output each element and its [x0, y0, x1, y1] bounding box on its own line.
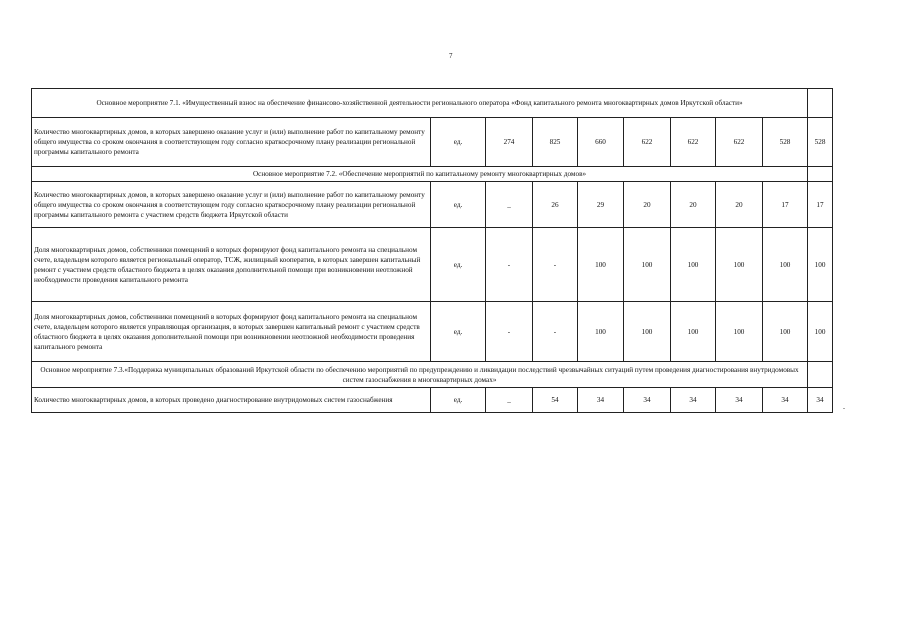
unit-cell: ед.	[431, 388, 486, 413]
value-cell: 100	[624, 228, 671, 302]
value-cell: 26	[533, 182, 578, 228]
indicator-description: Количество многоквартирных домов, в которых завершено оказание услуг и (или) выполнение работ по капитальному ремонту общего имущества со сроком окончания в соответствующем году согласно краткосрочному плану реализации региональной программы капитального ремонта с участием средств бюджета Иркутской области	[32, 182, 431, 228]
value-cell: 34	[624, 388, 671, 413]
value-cell: 100	[578, 302, 624, 362]
unit-cell: ед.	[431, 302, 486, 362]
value-cell: 100	[763, 302, 808, 362]
value-cell: 100	[808, 228, 833, 302]
section-row	[32, 362, 833, 388]
value-cell: 34	[671, 388, 716, 413]
value-cell: 100	[671, 302, 716, 362]
value-cell: 34	[763, 388, 808, 413]
value-cell: 622	[716, 118, 763, 167]
table-row	[32, 118, 833, 167]
unit-cell: ед.	[431, 228, 486, 302]
indicator-description: Количество многоквартирных домов, в которых завершено оказание услуг и (или) выполнение работ по капитальному ремонту общего имущества со сроком окончания в соответствующем году согласно краткосрочному плану реализации региональной программы капитального ремонта	[32, 118, 431, 167]
indicator-description: Доля многоквартирных домов, собственники помещений в которых формируют фонд капитального ремонта на специальном счете, владельцем которого является региональный оператор, ТСЖ, жилищный кооператив, в которых завершен капитальный ремонт с участием средств областного бюджета в целях оказания дополнительной помощи при возникновении неотложной необходимости проведения капитального ремонта	[32, 228, 431, 302]
value-cell: 20	[671, 182, 716, 228]
value-cell: 100	[716, 302, 763, 362]
value-cell: 34	[578, 388, 624, 413]
value-cell: 622	[671, 118, 716, 167]
value-cell: 100	[578, 228, 624, 302]
table-row	[32, 302, 833, 362]
value-cell: 34	[716, 388, 763, 413]
indicators-table	[31, 88, 833, 413]
value-cell: 100	[624, 302, 671, 362]
indicator-description: Количество многоквартирных домов, в которых проведено диагностирование внутридомовых систем газоснабжения	[32, 388, 431, 413]
value-cell: 660	[578, 118, 624, 167]
value-cell: _	[486, 182, 533, 228]
value-cell: 29	[578, 182, 624, 228]
value-cell: -	[486, 302, 533, 362]
value-cell: 100	[763, 228, 808, 302]
value-cell: 17	[763, 182, 808, 228]
table-row	[32, 228, 833, 302]
table-row	[32, 388, 833, 413]
section-title: Основное мероприятие 7.2. «Обеспечение мероприятий по капитальному ремонту многоквартирных домов»	[32, 167, 808, 182]
value-cell: 825	[533, 118, 578, 167]
value-cell: 100	[808, 302, 833, 362]
value-cell: 34	[808, 388, 833, 413]
section-row	[32, 167, 833, 182]
value-cell: 100	[671, 228, 716, 302]
value-cell: 20	[716, 182, 763, 228]
unit-cell: ед.	[431, 182, 486, 228]
value-cell: 528	[763, 118, 808, 167]
value-cell: -	[486, 228, 533, 302]
value-cell: 17	[808, 182, 833, 228]
value-cell: 622	[624, 118, 671, 167]
value-cell: 20	[624, 182, 671, 228]
value-cell: 528	[808, 118, 833, 167]
value-cell: 100	[716, 228, 763, 302]
value-cell: -	[533, 302, 578, 362]
section-title: Основное мероприятие 7.3.«Поддержка муниципальных образований Иркутской области по обеспечению мероприятий по предупреждению и ликвидации последствий чрезвычайных ситуаций путем проведения диагностирования внутридомовых систем газоснабжения в многоквартирных домах»	[32, 362, 808, 388]
value-cell: 54	[533, 388, 578, 413]
indicator-description: Доля многоквартирных домов, собственники помещений в которых формируют фонд капитального ремонта на специальном счете, владельцем которого является управляющая организация, в которых завершен капитальный ремонт с участием средств областного бюджета в целях оказания дополнительной помощи при возникновении неотложной необходимости проведения капитального ремонта	[32, 302, 431, 362]
unit-cell: ед.	[431, 118, 486, 167]
table-row	[32, 182, 833, 228]
section-row	[32, 89, 833, 118]
value-cell: -	[533, 228, 578, 302]
page-number: 7	[449, 52, 453, 60]
section-title: Основное мероприятие 7.1. «Имущественный взнос на обеспечение финансово-хозяйственной деятельности регионального оператора «Фонд капитального ремонта многоквартирных домов Иркутской области»	[32, 89, 808, 118]
value-cell: 274	[486, 118, 533, 167]
value-cell: _	[486, 388, 533, 413]
trailing-mark: .	[843, 402, 845, 411]
